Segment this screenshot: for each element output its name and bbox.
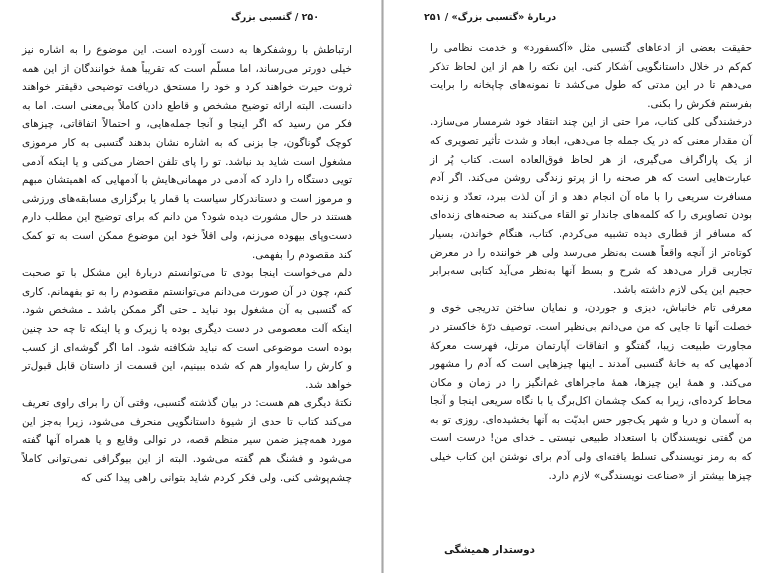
running-header-right: دربارهٔ «گتسبی بزرگ» / ۲۵۱ xyxy=(424,12,557,23)
page-body-left xyxy=(22,41,352,487)
paragraph: دلم می‌خواست اینجا بودی تا می‌توانستم دربارهٔ این مشکل با تو صحبت کنم، چون در آن صورت می‌دانم می‌توانستم مقصودم را به تو بفهمانم. کاری که گتسبی به آن مشغول بود نباید ـ حتی اگر ممکن باشد ـ مشخص شود. اینکه آلت معصومی در دست دیگری بوده یا زیرک و یا اینکه تا چه حد چنین بوده است موضوعی است که نباید شکافته شود. اما اگر گوشه‌ای از کسب و کارش را سایه‌وار هم که شده ببینیم، این قسمت از داستان قابل قبول‌تر خواهد شد. xyxy=(22,267,352,391)
running-header-left: ۲۵۰ / گتسبی بزرگ xyxy=(231,12,320,23)
paragraph: معرفی تام خانباش، دیزی و جوردن، و نمایان ساختن تدریجی خوی و خصلت آنها تا جایی که من می‌دانم بی‌نظیر است. توصیف درّهٔ خاکستر در مجاورت طبیعت زیبا، گفتگو و اتفاقات آپارتمان مرتل، فهرست معرکهٔ آدمهایی که به خانهٔ گتسبی آمدند ـ اینها چیزهایی است که آدم را مشهور می‌کند. و همهٔ این چیزها، همهٔ ماجراهای غم‌انگیز را در زمان و مکان محاط کرده‌ای، زیرا به کمک چشمان اکل‌برگ یا با نگاه سریعی اینجا و آنجا به آسمان و دریا و شهر یک‌جور حس ابدیّت به آنها بخشیده‌ای. روزی تو به من گفتی نویسندگان با استعداد طبیعی نیستی ـ خدای من! درست است که به رمز نویسندگی تسلط یافته‌ای ولی آدم برای نوشتن این کتاب خیلی چیزها بیشتر از «صناعت نویسندگی» لازم دارد. xyxy=(430,302,752,482)
left-page xyxy=(0,0,378,573)
letter-signature: دوستدار همیشگی xyxy=(444,544,535,556)
book-gutter xyxy=(381,0,384,573)
page-body-right xyxy=(430,39,752,485)
paragraph: حقیقت بعضی از ادعاهای گتسبی مثل «آکسفورد» و خدمت نظامی را کم‌کم در خلال داستانگویی آشکار کنی. این نکته را هم از این لحاظ تذکر می‌دهم تا در این مدتی که طول می‌کشد تا نمونه‌های چاپخانه را برایت بفرستم فکرش را بکنی. xyxy=(430,42,752,110)
right-page xyxy=(390,0,768,573)
paragraph: ارتباطش با روشفکرها به دست آورده است. این موضوع را به اشاره نیز خیلی دورتر می‌رساند، اما مسلّم است که تقریباً همهٔ خوانندگان از این همه ثروت حیرت خواهند کرد و خود را مستحق دریافت توضیحی دقیقتر خواهند دانست. البته ارائه توضیح مشخص و قاطع دادن کاملاً بی‌معنی است. اما به فکر من رسید که اگر اینجا و آنجا جمله‌هایی، و احتمالاً اتفاقاتی، چیزهای کوچک گوناگون، جا بزنی که به اشاره نشان بدهند گتسبی به کار مرموزی مشغول است شاید بد نباشد. تو را پای تلفن احضار می‌کنی و یا اینکه آدمی تویی دستگاه را دارد که آدمی در مهمانی‌هایش با آدمهایی که اهمیتشان مبهم و مرموز است و دستاندرکار سیاست یا قمار یا برگزاری مسابقه‌های ورزشی هستند در حال مشورت دیده شود؟ من دانم که برای توضیح این مطلب دارم دست‌وپای بیهوده می‌زنم، ولی اقلاً خود این موضوع ممکن است به تو کمک کند مقصودم را بفهمی. xyxy=(22,44,352,261)
paragraph: نکتهٔ دیگری هم هست: در بیان گذشته گتسبی، وقتی آن را برای راوی تعریف می‌کند کتاب تا حدی از شیوهٔ داستانگویی منحرف می‌شود، زیرا به‌جز این مورد همه‌چیز ضمن سیر منظم قصه، در توالی وقایع و یا همراه آنها گفته می‌شود و فشنگ هم گفته می‌شود. البته از این بیوگرافی نمی‌توانی کاملاً چشم‌پوشی کنی. ولی فکر کردم شاید بتوانی راهی پیدا کنی که xyxy=(22,397,352,484)
paragraph: درخشندگی کلی کتاب، مرا حتی از این چند انتقاد خود شرمسار می‌سازد. آن مقدار معنی که در یک جمله جا می‌دهی، ابعاد و شدت تأثیر تصویری که از یک پاراگراف می‌گیری، از هر لحاظ فوق‌العاده است. کتاب پُر از عبارت‌هایی است که هر صحنه را از پرتو زندگی روشن می‌کند. اگر آدم مسافرت سریعی را با ماه آن انجام دهد و از آن لذت ببرد، تعدّد و زنده بودن تصاویری را که کلمه‌های جاندار تو القاء می‌کنند به صحنه‌های زنده‌ای که مسافر از قطاری دیده تشبیه می‌کردم. کتاب، هنگام خواندن، بسیار کوتاه‌تر از آنچه واقعاً هست به‌نظر می‌رسد ولی هر خواننده را در معرض تجاربی قرار می‌دهد که شرح و بسط آنها به‌نظر می‌آید کتابی سه‌برابر حجیم این یکی لازم داشته باشد. xyxy=(430,116,752,296)
